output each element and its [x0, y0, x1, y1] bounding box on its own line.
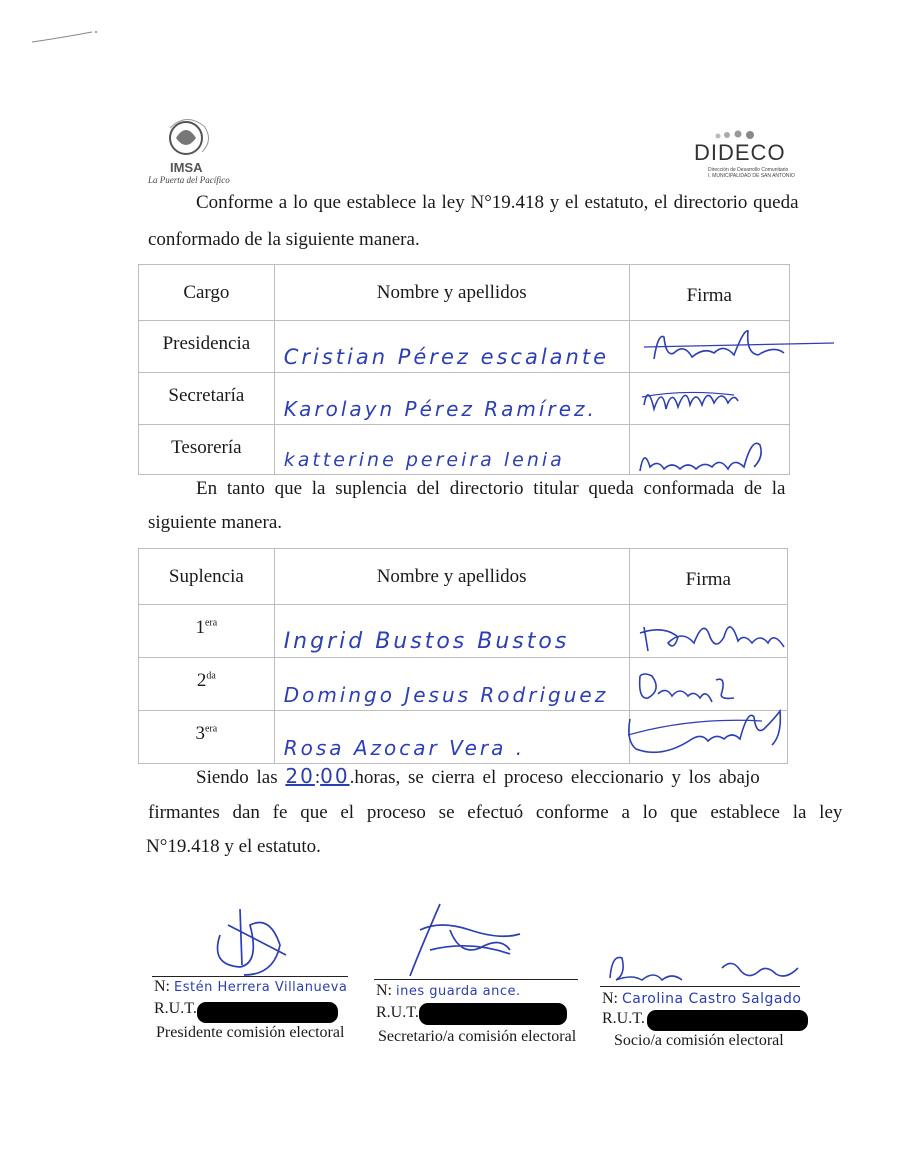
- dideco-logo-sub2: I. MUNICIPALIDAD DE SAN ANTONIO: [708, 173, 795, 179]
- signer-1-name: Estén Herrera Villanueva: [174, 980, 348, 995]
- handwritten-name: Cristian Pérez escalante: [283, 345, 610, 369]
- imsa-logo-tagline: La Puerta del Pacífico: [148, 175, 230, 185]
- nombre-cell: [274, 321, 629, 373]
- signature-scribble: [634, 607, 794, 657]
- header-firma: Firma: [629, 549, 787, 605]
- redaction-bar: [647, 1010, 808, 1031]
- signer-1-role: Presidente comisión electoral: [156, 1024, 345, 1041]
- signer-3-name: Carolina Castro Salgado: [622, 991, 802, 1007]
- intro-line-2: conformado de la siguiente manera.: [148, 229, 420, 250]
- suplencia-intro-line-2: siguiente manera.: [148, 512, 283, 533]
- signer-2-n: N: ines guarda ance.: [376, 982, 521, 999]
- handwritten-name: Karolayn Pérez Ramírez.: [283, 397, 597, 421]
- dideco-logo-name: DIDECO: [694, 140, 786, 165]
- table-row: [139, 711, 788, 764]
- signer-3-rut: R.U.T.: [602, 1010, 645, 1027]
- signature-line: [374, 979, 578, 980]
- signer-2-name: ines guarda ance.: [396, 984, 521, 999]
- signature-line: [600, 986, 800, 987]
- table-row: [139, 425, 790, 475]
- handwritten-name: Rosa Azocar Vera .: [283, 736, 526, 760]
- closing-hour: 20: [285, 764, 315, 788]
- cargo-cell: Secretaría: [139, 373, 275, 425]
- nombre-cell: [274, 373, 629, 425]
- dideco-logo-sub1: Dirección de Desarrollo Comunitario: [708, 167, 789, 173]
- firma-cell: [629, 711, 787, 764]
- firma-cell: [629, 373, 789, 425]
- table-row: [139, 373, 790, 425]
- cargo-cell: Presidencia: [139, 321, 275, 373]
- suplencia-order-cell: $3^{era}$: [139, 711, 275, 764]
- table-row: [139, 321, 790, 373]
- signature-scribble: [602, 950, 812, 990]
- closing-line-3: N°19.418 y el estatuto.: [146, 836, 321, 857]
- nombre-cell: [274, 425, 629, 475]
- signer-1-rut: R.U.T.: [154, 1000, 197, 1017]
- firma-cell: [629, 605, 787, 658]
- directorio-table: [138, 264, 790, 475]
- signer-3-role: Socio/a comisión electoral: [614, 1032, 784, 1049]
- cargo-cell: Tesorería: [139, 425, 275, 475]
- suplencia-order-cell: $2^{da}$: [139, 658, 275, 711]
- imsa-emblem-icon: [148, 112, 238, 162]
- handwritten-name: katterine pereira lenia: [283, 449, 565, 471]
- firma-cell: [629, 321, 789, 373]
- intro-line-1: Conforme a lo que establece la ley N°19.418 y el estatuto, el directorio queda: [196, 192, 799, 213]
- table-row: [139, 605, 788, 658]
- header-nombre: Nombre y apellidos: [274, 265, 629, 321]
- signature-line: [152, 976, 348, 977]
- signature-scribble: [634, 660, 754, 710]
- signer-2-rut: R.U.T.: [376, 1004, 419, 1021]
- nombre-cell: [274, 711, 629, 764]
- redaction-bar: [197, 1002, 338, 1023]
- scan-mark: [30, 28, 100, 48]
- signer-2-role: Secretario/a comisión electoral: [378, 1028, 577, 1045]
- signature-scribble: [634, 323, 834, 373]
- imsa-logo-name: IMSA: [170, 160, 203, 175]
- firma-cell: [629, 658, 787, 711]
- imsa-logo: [148, 112, 238, 190]
- suplencia-intro-line-1: En tanto que la suplencia del directorio titular queda conformada de la: [196, 478, 786, 499]
- handwritten-name: Domingo Jesus Rodriguez: [283, 683, 609, 707]
- header-nombre: Nombre y apellidos: [274, 549, 629, 605]
- signer-3-n: N: Carolina Castro Salgado: [602, 990, 802, 1007]
- signature-scribble: [380, 900, 540, 980]
- nombre-cell: [274, 605, 629, 658]
- suplencia-table: [138, 548, 788, 764]
- nombre-cell: [274, 658, 629, 711]
- firma-cell: [629, 425, 789, 475]
- header-firma: Firma: [629, 265, 789, 321]
- closing-minute: 00: [320, 764, 350, 788]
- header-cargo: Cargo: [139, 265, 275, 321]
- header-suplencia: Suplencia: [139, 549, 275, 605]
- signature-scribble: [634, 375, 754, 423]
- signature-scribble: [634, 427, 784, 475]
- signature-scribble: [200, 905, 310, 985]
- suplencia-order-cell: $1^{era}$: [139, 605, 275, 658]
- closing-line-2: firmantes dan fe que el proceso se efectuó conforme a lo que establece la ley: [148, 802, 843, 823]
- signature-scribble: [622, 705, 787, 763]
- table-row: [139, 658, 788, 711]
- signer-1-n: N: Estén Herrera Villanueva: [154, 978, 348, 995]
- dideco-logo: [690, 128, 795, 183]
- closing-line-1: Siendo las 20:00.horas, se cierra el proceso eleccionario y los abajo: [196, 764, 760, 788]
- handwritten-name: Ingrid Bustos Bustos: [283, 629, 570, 654]
- redaction-bar: [419, 1003, 567, 1025]
